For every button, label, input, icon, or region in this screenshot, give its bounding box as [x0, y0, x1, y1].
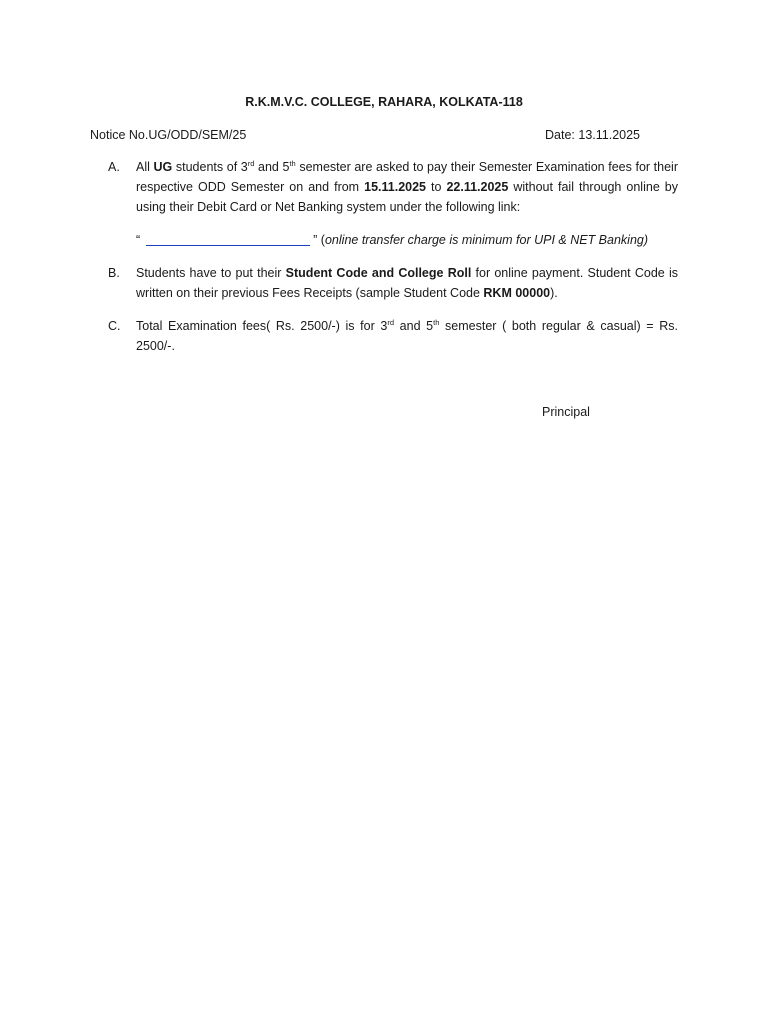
notice-date: Date: 13.11.2025	[545, 128, 640, 142]
item-marker: C.	[108, 319, 121, 333]
superscript: rd	[247, 159, 255, 168]
bold-student-code: Student Code and College Roll	[285, 266, 472, 280]
text-run: semester ( both regular & casual) = Rs. 2500/-.	[136, 319, 678, 353]
item-marker: B.	[108, 266, 120, 280]
close-quote: ” (	[313, 233, 325, 247]
text-run: and 5	[254, 160, 290, 174]
item-marker: A.	[108, 160, 120, 174]
item-b-text	[136, 263, 678, 303]
signature-principal: Principal	[542, 405, 590, 419]
list-item-b	[108, 263, 678, 303]
text-run: semester are asked to pay their Semester Examination fees for their respective ODD Semester on and from	[136, 160, 678, 194]
text-run: ).	[550, 286, 558, 300]
notice-meta-row	[90, 125, 640, 145]
bold-sample-code: RKM 00000	[483, 286, 551, 300]
text-run: without fail through online by using their Debit Card or Net Banking system under the following link:	[136, 180, 678, 214]
payment-link-blank[interactable]	[146, 231, 310, 246]
text-run: Students have to put their	[136, 266, 286, 280]
text-run: Total Examination fees( Rs. 2500/-) is for 3	[136, 319, 388, 333]
payment-link-line	[136, 230, 696, 250]
text-run: All	[136, 160, 154, 174]
text-run: for online payment. Student Code is written on their previous Fees Receipts (sample Student Code	[136, 266, 678, 300]
item-a-text	[136, 157, 678, 217]
bold-start-date: 15.11.2025	[364, 180, 426, 194]
list-item-c	[108, 316, 678, 356]
text-run: students of 3	[172, 160, 248, 174]
text-run: and 5	[394, 319, 434, 333]
list-item-a	[108, 157, 678, 217]
bold-ug: UG	[153, 160, 173, 174]
notice-number: Notice No.UG/ODD/SEM/25	[90, 128, 247, 142]
item-c-text	[136, 316, 678, 356]
superscript: th	[433, 318, 440, 327]
bold-end-date: 22.11.2025	[446, 180, 509, 194]
text-run: to	[426, 180, 447, 194]
transfer-charge-note: online transfer charge is minimum for UPI & NET Banking)	[324, 233, 649, 247]
superscript: th	[289, 159, 296, 168]
superscript: rd	[387, 318, 395, 327]
open-quote: “	[136, 233, 141, 247]
college-heading: R.K.M.V.C. COLLEGE, RAHARA, KOLKATA-118	[245, 95, 523, 109]
